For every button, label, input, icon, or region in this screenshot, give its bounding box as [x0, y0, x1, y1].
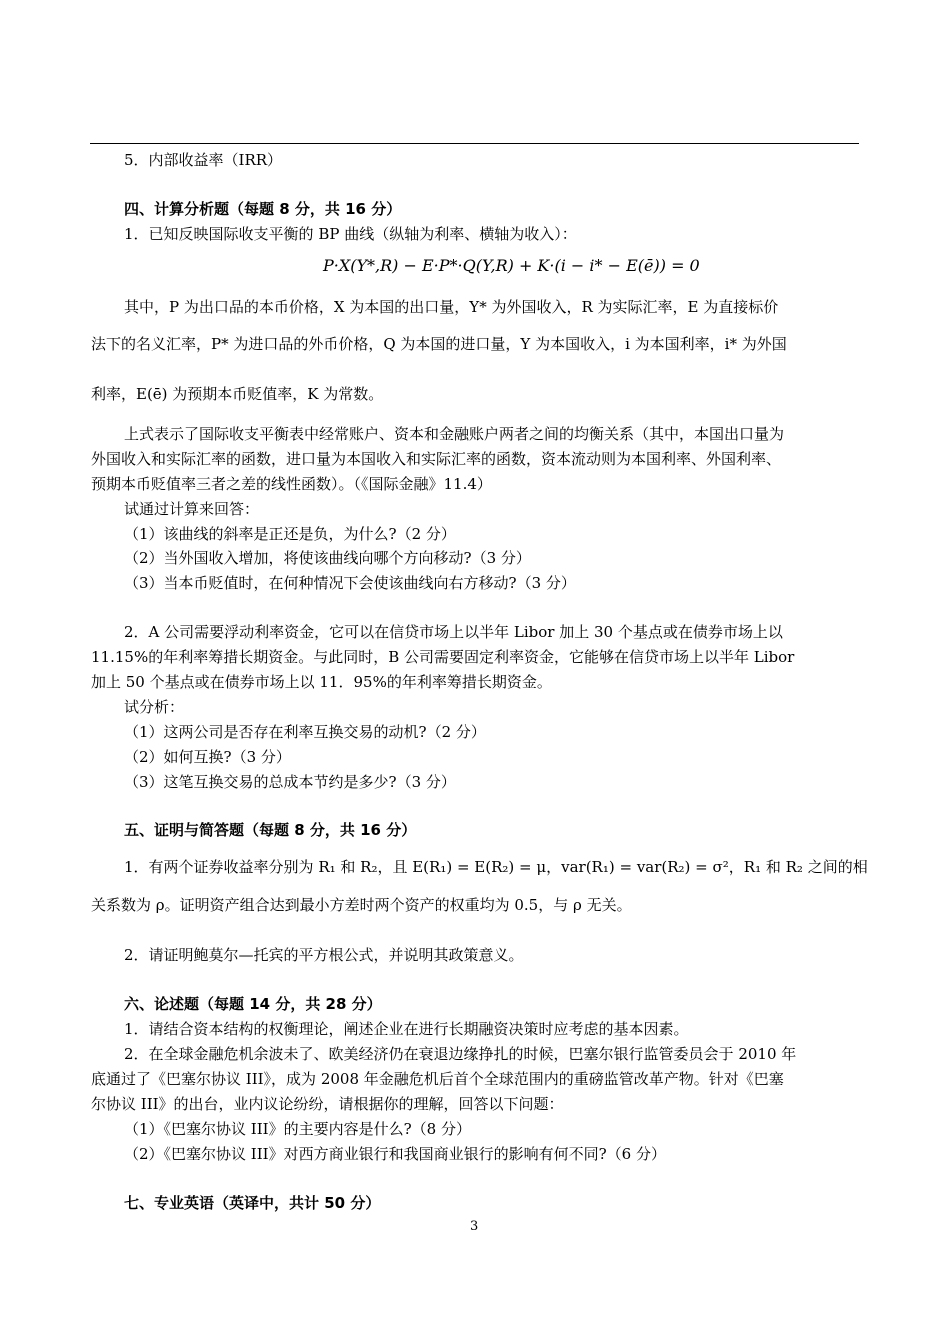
sec4-q1-intro: 1．已知反映国际收支平衡的 BP 曲线（纵轴为利率、横轴为收入）：: [124, 225, 577, 243]
sec4-q2-line-2: 11.15%的年利率筹措长期资金。与此同时，B 公司需要固定利率资金，它能够在信贷市场上以半年 Libor: [91, 648, 795, 666]
sec4-q2-line-1: 2．A 公司需要浮动利率资金，它可以在信贷市场上以半年 Libor 加上 30 个基点或在债券市场上以: [124, 623, 783, 641]
section-4-heading: 四、计算分析题（每题 8 分，共 16 分）: [124, 200, 402, 218]
sec6-q2-sub2: （2）《巴塞尔协议 III》对西方商业银行和我国商业银行的影响有何不同?（6 分）: [124, 1145, 666, 1163]
sec4-def-line-2: 法下的名义汇率，P* 为进口品的外币价格，Q 为本国的进口量，Y 为本国收入，i 为本国利率，i* 为外国: [91, 335, 787, 353]
sec4-para-3: 预期本币贬值率三者之差的线性函数）。（《国际金融》11.4）: [91, 475, 492, 493]
sec4-q1-sub1: （1）该曲线的斜率是正还是负，为什么?（2 分）: [124, 525, 456, 543]
sec5-q2: 2．请证明鲍莫尔—托宾的平方根公式，并说明其政策意义。: [124, 946, 524, 964]
sec4-para-1: 上式表示了国际收支平衡表中经常账户、资本和金融账户两者之间的均衡关系（其中，本国出口量为: [124, 425, 785, 443]
sec4-q2-ask: 试分析：: [124, 698, 185, 716]
section-5-heading: 五、证明与简答题（每题 8 分，共 16 分）: [124, 821, 417, 839]
sec4-q2-line-3: 加上 50 个基点或在债券市场上以 11．95%的年利率筹措长期资金。: [91, 673, 552, 691]
sec6-q2-line-3: 尔协议 III》的出台，业内议论纷纷，请根据你的理解，回答以下问题：: [91, 1095, 564, 1113]
bp-formula: P·X(Y*,R) − E·P*·Q(Y,R) + K·(i − i* − E(ē)) = 0: [323, 256, 700, 275]
sec6-q2-sub1: （1）《巴塞尔协议 III》的主要内容是什么?（8 分）: [124, 1120, 471, 1138]
sec4-q1-sub2: （2）当外国收入增加，将使该曲线向哪个方向移动?（3 分）: [124, 549, 531, 567]
sec5-q1-line-1: 1．有两个证券收益率分别为 R₁ 和 R₂，且 E(R₁) = E(R₂) = μ，var(R₁) = var(R₂) = σ²，R₁ 和 R₂ 之间的相: [124, 858, 868, 876]
sec4-para-2: 外国收入和实际汇率的函数，进口量为本国收入和实际汇率的函数，资本流动则为本国利率、外国利率、: [91, 450, 782, 468]
sec4-def-line-1: 其中，P 为出口品的本币价格，X 为本国的出口量，Y* 为外国收入，R 为实际汇率，E 为直接标价: [124, 298, 779, 316]
sec6-q2-line-1: 2．在全球金融危机余波未了、欧美经济仍在衰退边缘挣扎的时候，巴塞尔银行监管委员会于 2010 年: [124, 1045, 797, 1063]
sec6-q1: 1．请结合资本结构的权衡理论，阐述企业在进行长期融资决策时应考虑的基本因素。: [124, 1020, 689, 1038]
sec4-q2-sub3: （3）这笔互换交易的总成本节约是多少?（3 分）: [124, 773, 456, 791]
page-number: 3: [470, 1219, 479, 1234]
prev-item: 5．内部收益率（IRR）: [124, 151, 283, 169]
section-6-heading: 六、论述题（每题 14 分，共 28 分）: [124, 995, 382, 1013]
sec4-ask: 试通过计算来回答：: [124, 500, 260, 518]
sec4-q1-sub3: （3）当本币贬值时，在何种情况下会使该曲线向右方移动?（3 分）: [124, 574, 576, 592]
sec6-q2-line-2: 底通过了《巴塞尔协议 III》，成为 2008 年金融危机后首个全球范围内的重磅监管改革产物。针对《巴塞: [91, 1070, 784, 1088]
sec4-q2-sub2: （2）如何互换?（3 分）: [124, 748, 291, 766]
sec5-q1-line-2: 关系数为 ρ。证明资产组合达到最小方差时两个资产的权重均为 0.5，与 ρ 无关。: [91, 896, 632, 914]
sec4-q2-sub1: （1）这两公司是否存在利率互换交易的动机?（2 分）: [124, 723, 486, 741]
section-7-heading: 七、专业英语（英译中，共计 50 分）: [124, 1194, 381, 1212]
header-rule: [90, 143, 859, 144]
sec4-def-line-3: 利率，E(ē) 为预期本币贬值率，K 为常数。: [91, 385, 384, 403]
